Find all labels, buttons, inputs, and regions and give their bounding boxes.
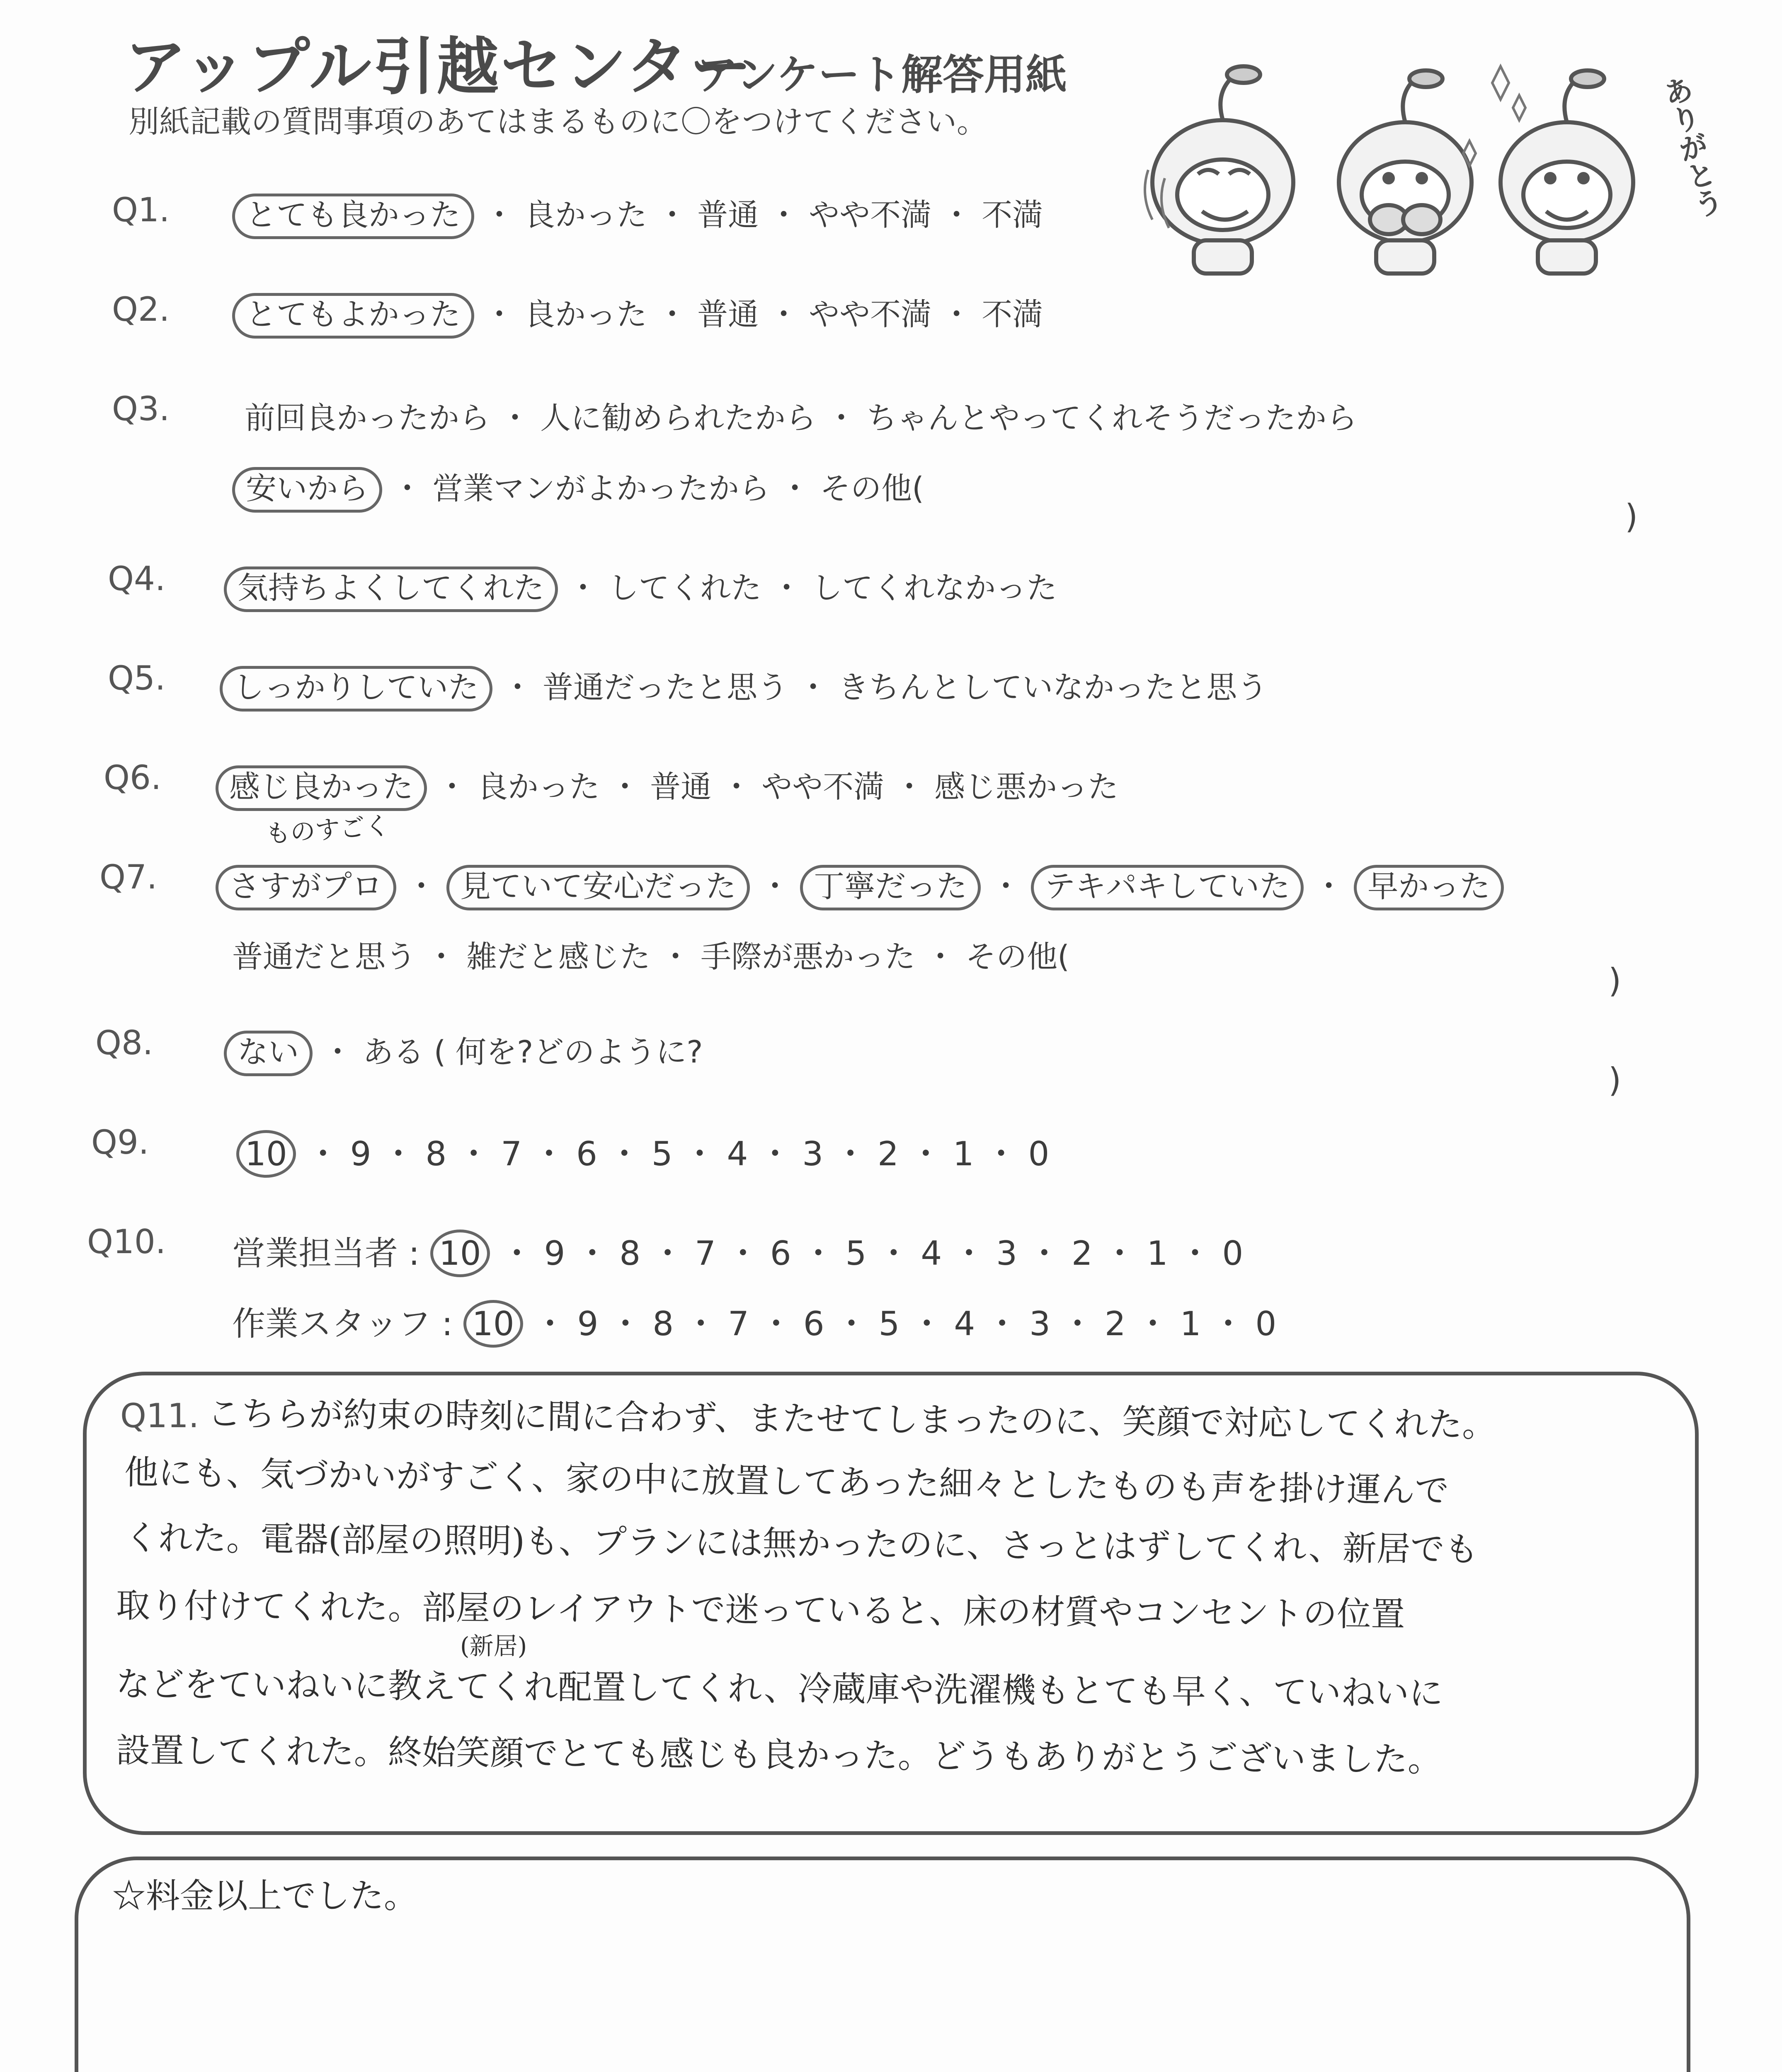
q10-sales-score[interactable]: 1	[1147, 1234, 1168, 1273]
q10-sales-score[interactable]: 5	[845, 1234, 867, 1273]
extra-comment-text: ☆料金以上でした。	[112, 1876, 418, 1916]
q3-option[interactable]: 営業マンがよかったから	[432, 471, 770, 506]
q1-option[interactable]: 普通	[697, 197, 759, 233]
q10-staff-score[interactable]: 3	[1029, 1305, 1050, 1343]
q9-score[interactable]: 9	[350, 1135, 371, 1173]
q9-score[interactable]: 3	[802, 1135, 824, 1173]
mascot-illustration	[1140, 46, 1708, 278]
q6-option[interactable]: 良かった	[477, 769, 600, 805]
q11-line: こちらが約束の時刻に間に合わず、またせてしまったのに、笑顔で対応してくれた。	[207, 1394, 1496, 1445]
q10-label: Q10.	[87, 1222, 166, 1261]
q1-option[interactable]: 良かった	[524, 197, 647, 233]
q2-option[interactable]: 良かった	[524, 297, 647, 332]
q10-sales-score[interactable]: 4	[921, 1234, 942, 1273]
q4-option[interactable]: してくれた	[608, 570, 762, 606]
q6-handwritten-note: ものすごく	[264, 811, 391, 849]
q11-line: 他にも、気づかいがすごく、家の中に放置してあった細々としたものも声を掛け運んで	[124, 1452, 1449, 1511]
q4-option[interactable]: してくれなかった	[812, 570, 1057, 606]
q5-option-selected[interactable]: しっかりしていた	[220, 666, 492, 712]
q1-option[interactable]: 不満	[982, 197, 1043, 233]
q7-option-selected[interactable]: 丁寧だった	[800, 865, 981, 910]
q7-option-selected[interactable]: テキパキしていた	[1031, 865, 1304, 910]
instruction-text: 別紙記載の質問事項のあてはまるものに〇をつけてください。	[128, 104, 987, 140]
q10-staff-score[interactable]: 6	[803, 1305, 824, 1343]
q3-option[interactable]: ちゃんとやってくれそうだったから	[866, 400, 1358, 436]
q9-score[interactable]: 7	[501, 1135, 522, 1173]
q10-staff-score[interactable]: 9	[577, 1305, 599, 1343]
q10-sales-score[interactable]: 6	[770, 1234, 791, 1273]
q10-sales-label: 営業担当者 :	[232, 1234, 420, 1273]
q6-option-selected[interactable]: 感じ良かった	[216, 765, 427, 811]
form-subtitle: アンケート解答用紙	[696, 51, 1067, 99]
q10-staff-score[interactable]: 0	[1255, 1305, 1277, 1343]
q1-option-selected[interactable]: とても良かった	[232, 194, 474, 239]
q10-staff-label: 作業スタッフ :	[232, 1305, 453, 1343]
q7-option[interactable]: その他(	[965, 939, 1070, 975]
q11-label: Q11.	[120, 1397, 199, 1435]
q7-label: Q7.	[99, 858, 158, 896]
q9-label: Q9.	[91, 1123, 149, 1162]
q6-option[interactable]: やや不満	[761, 769, 885, 805]
q10-sales-score[interactable]: 3	[996, 1234, 1017, 1273]
q9-score[interactable]: 5	[651, 1135, 673, 1173]
q9-score[interactable]: 1	[953, 1135, 974, 1173]
q9-score-selected[interactable]: 10	[236, 1130, 296, 1178]
q3-option[interactable]: 人に勧められたから	[540, 400, 817, 436]
q7-option-selected[interactable]: さすがプロ	[216, 865, 396, 910]
q4-label: Q4.	[108, 559, 166, 598]
q11-line: などをていねいに教えてくれ配置してくれ、冷蔵庫や洗濯機もとても早く、ていねいに	[116, 1664, 1443, 1714]
q11-line: くれた。電器(部屋の照明)も、プランには無かったのに、さっとはずしてくれ、新居でも	[124, 1518, 1479, 1570]
q4-option-selected[interactable]: 気持ちよくしてくれた	[224, 566, 558, 612]
q2-label: Q2.	[112, 290, 170, 329]
q10-staff-score[interactable]: 4	[954, 1305, 975, 1343]
q9-score[interactable]: 2	[878, 1135, 899, 1173]
q7-option[interactable]: 普通だと思う	[232, 939, 416, 975]
q10-staff-score[interactable]: 1	[1180, 1305, 1201, 1343]
q9-score[interactable]: 4	[727, 1135, 748, 1173]
q8-label: Q8.	[95, 1024, 153, 1062]
q5-option[interactable]: 普通だったと思う	[543, 670, 788, 705]
q3-option-selected[interactable]: 安いから	[232, 467, 382, 513]
q8-option[interactable]: ある ( 何を?どのように?	[363, 1034, 703, 1070]
q11-insert-note: (新居)	[460, 1632, 527, 1660]
q5-label: Q5.	[108, 659, 166, 697]
q10-sales-score[interactable]: 0	[1222, 1234, 1244, 1273]
q9-score[interactable]: 8	[425, 1135, 447, 1173]
q10-sales-score[interactable]: 8	[619, 1234, 641, 1273]
q10-staff-score[interactable]: 7	[728, 1305, 749, 1343]
q2-option[interactable]: やや不満	[809, 297, 932, 332]
q6-option[interactable]: 感じ悪かった	[934, 769, 1119, 805]
q9-score[interactable]: 6	[576, 1135, 597, 1173]
q10-staff-score[interactable]: 5	[878, 1305, 900, 1343]
q3-label: Q3.	[112, 390, 170, 428]
sparkle-icon	[1492, 66, 1509, 99]
q7-option-selected[interactable]: 見ていて安心だった	[446, 865, 750, 910]
q2-option[interactable]: 普通	[697, 297, 759, 332]
q10-staff-score[interactable]: 2	[1104, 1305, 1126, 1343]
q3-paren-close: )	[1625, 497, 1638, 536]
q6-label: Q6.	[104, 758, 162, 797]
q10-sales-score[interactable]: 7	[695, 1234, 716, 1273]
q3-option[interactable]: 前回良かったから	[245, 400, 490, 436]
q7-option[interactable]: 雑だと感じた	[466, 939, 651, 975]
q10-staff-score[interactable]: 8	[652, 1305, 674, 1343]
q5-option[interactable]: きちんとしていなかったと思う	[838, 670, 1268, 705]
q8-option-selected[interactable]: ない	[224, 1031, 313, 1076]
q11-line: 設置してくれた。終始笑顔でとても感じも良かった。どうもありがとうございました。	[116, 1731, 1442, 1780]
q10-staff-score-selected[interactable]: 10	[463, 1300, 523, 1348]
q9-score[interactable]: 0	[1028, 1135, 1050, 1173]
q1-option[interactable]: やや不満	[809, 197, 932, 233]
q6-option[interactable]: 普通	[650, 769, 712, 805]
q10-sales-score[interactable]: 2	[1071, 1234, 1093, 1273]
q11-line: 取り付けてくれた。部屋のレイアウトで迷っていると、床の材質やコンセントの位置	[116, 1586, 1405, 1634]
q1-label: Q1.	[112, 191, 170, 229]
q8-paren-close: )	[1608, 1061, 1622, 1099]
thanks-text: ありがとう	[1656, 73, 1726, 222]
q10-sales-score-selected[interactable]: 10	[430, 1230, 490, 1277]
q7-option-selected[interactable]: 早かった	[1354, 865, 1504, 910]
q10-sales-score[interactable]: 9	[544, 1234, 565, 1273]
q2-option[interactable]: 不満	[982, 297, 1043, 332]
q7-paren-close: )	[1608, 961, 1622, 1000]
q3-option[interactable]: その他(	[820, 471, 924, 506]
q7-option[interactable]: 手際が悪かった	[701, 939, 916, 975]
form-title: アップル引越センター	[124, 31, 754, 103]
q2-option-selected[interactable]: とてもよかった	[232, 293, 474, 339]
